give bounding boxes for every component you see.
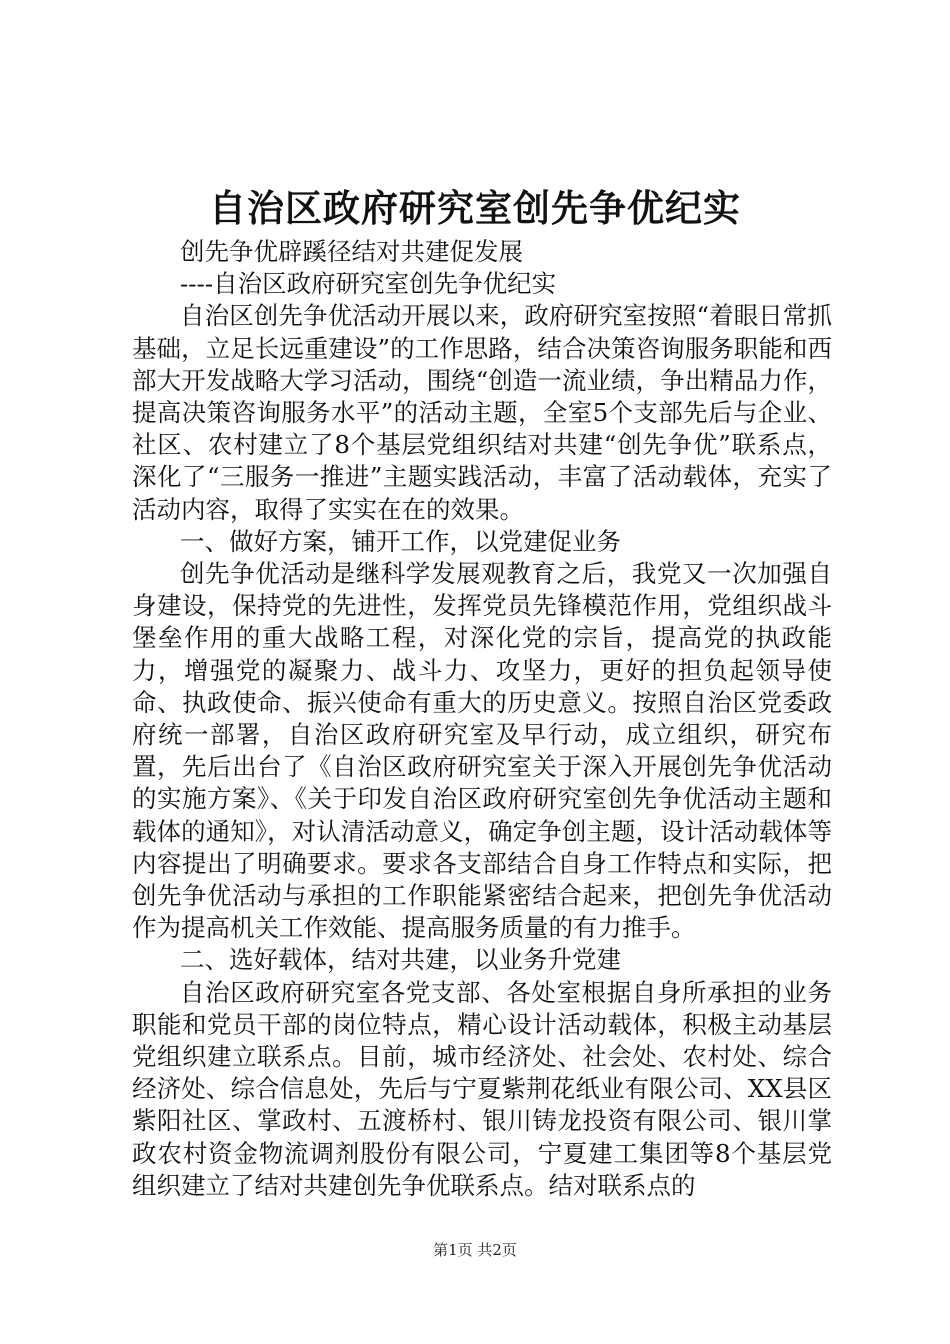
document-title: 自治区政府研究室创先争优纪实 — [209, 186, 741, 230]
document-body — [132, 236, 832, 1202]
document-byline: ----自治区政府研究室创先争优纪实 — [180, 269, 557, 299]
section-heading-2: 二、选好载体，结对共建，以业务升党建 — [180, 945, 621, 975]
paragraph-intro: 自治区创先争优活动开展以来，政府研究室按照“着眼日常抓基础，立足长远重建设”的工作思路，结合决策咨询服务职能和西部大开发战略大学习活动，围绕“创造一流业绩，争出精品力作，提高决策咨询服务水平”的活动主题，全室5个支部先后与企业、社区、农村建立了8个基层党组织结对共建“创先争优”联系点，深化了“三服务一推进”主题实践活动，丰富了活动载体，充实了活动内容，取得了实实在在的效果。 — [132, 301, 832, 524]
paragraph-section-1: 创先争优活动是继科学发展观教育之后，我党又一次加强自身建设，保持党的先进性，发挥党员先锋模范作用，党组织战斗堡垒作用的重大战略工程，对深化党的宗旨，提高党的执政能力，增强党的凝聚力、战斗力、攻坚力，更好的担负起领导使命、执政使命、振兴使命有重大的历史意义。按照自治区党委政府统一部署，自治区政府研究室及早行动，成立组织，研究布置，先后出台了《自治区政府研究室关于深入开展创先争优活动的实施方案》、《关于印发自治区政府研究室创先争优活动主题和载体的通知》，对认清活动意义，确定争创主题，设计活动载体等内容提出了明确要求。要求各支部结合自身工作特点和实际，把创先争优活动与承担的工作职能紧密结合起来，把创先争优活动作为提高机关工作效能、提高服务质量的有力推手。 — [132, 559, 832, 943]
document-subtitle: 创先争优辟蹊径结对共建促发展 — [180, 237, 523, 266]
paragraph-section-2: 自治区政府研究室各党支部、各处室根据自身所承担的业务职能和党员干部的岗位特点，精心设计活动载体，积极主动基层党组织建立联系点。目前，城市经济处、社会处、农村处、综合经济处、综合信息处，先后与宁夏紫荆花纸业有限公司、XX县区紫阳社区、掌政村、五渡桥村、银川铸龙投资有限公司、银川掌政农村资金物流调剂股份有限公司，宁夏建工集团等8个基层党组织建立了结对共建创先争优联系点。结对联系点的 — [132, 977, 832, 1200]
section-heading-1: 一、做好方案，铺开工作，以党建促业务 — [180, 526, 621, 556]
page-number-footer: 第1页 共2页 — [433, 1241, 517, 1259]
